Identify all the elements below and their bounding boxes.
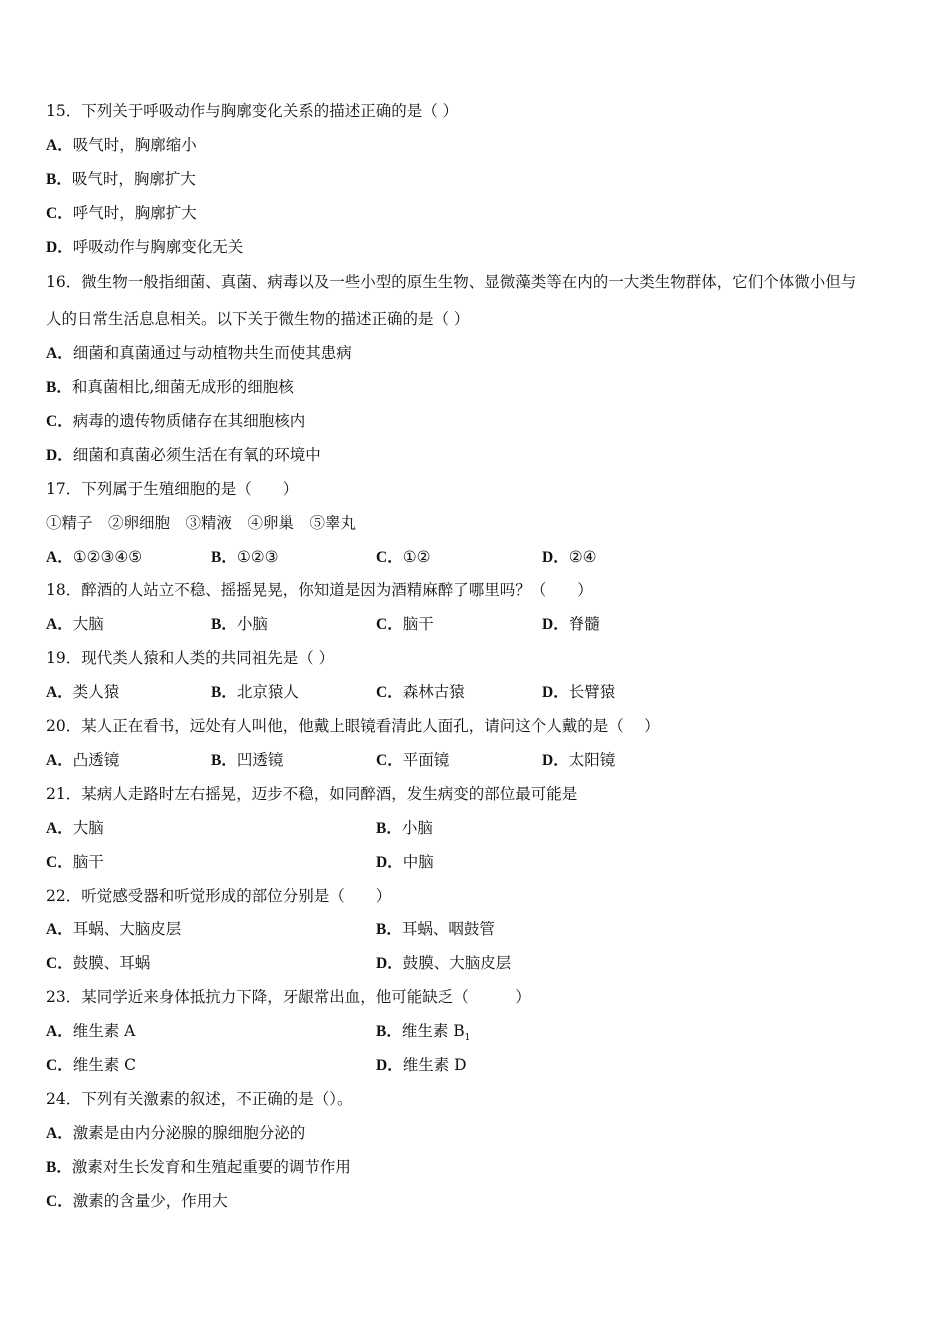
q24-option-a: A．激素是由内分泌腺的腺细胞分泌的 (46, 1124, 306, 1142)
q16-option-c: C．病毒的遗传物质储存在其细胞核内 (46, 412, 306, 430)
q15-option-b: B．吸气时，胸廓扩大 (46, 170, 196, 188)
question-15-stem: 15．下列关于呼吸动作与胸廓变化关系的描述正确的是（ ） (46, 102, 459, 120)
question-17-items: ①精子 ②卵细胞 ③精液 ④卵巢 ⑤睾丸 (46, 514, 357, 532)
q23-option-d: D．维生素 D (376, 1056, 467, 1074)
q21-option-b: B．小脑 (376, 819, 433, 837)
q20-option-a: A．凸透镜 (46, 751, 120, 769)
q23-option-b: B．维生素 $B_1$ (376, 1022, 471, 1044)
q18-option-a: A．大脑 (46, 615, 104, 633)
q19-option-c: C．森林古猿 (376, 683, 465, 701)
q24-option-c: C．激素的含量少，作用大 (46, 1192, 228, 1210)
q20-option-d: D．太阳镜 (542, 751, 616, 769)
q15-option-a: A．吸气时，胸廓缩小 (46, 136, 197, 154)
question-23-stem: 23．某同学近来身体抵抗力下降，牙龈常出血，他可能缺乏（ ） (46, 988, 531, 1006)
question-17-stem: 17．下列属于生殖细胞的是（ ） (46, 480, 299, 498)
q19-option-a: A．类人猿 (46, 683, 120, 701)
q17-option-a: A．①②③④⑤ (46, 548, 143, 566)
q15-option-c: C．呼气时，胸廓扩大 (46, 204, 197, 222)
question-21-stem: 21．某病人走路时左右摇晃，迈步不稳，如同醉酒，发生病变的部位最可能是 (46, 785, 578, 803)
question-22-stem: 22．听觉感受器和听觉形成的部位分别是（ ） (46, 887, 392, 905)
q20-option-b: B．凹透镜 (211, 751, 284, 769)
q19-options-row (46, 680, 910, 704)
q16-option-b: B．和真菌相比,细菌无成形的细胞核 (46, 378, 294, 396)
question-20-stem: 20．某人正在看书，远处有人叫他，他戴上眼镜看清此人面孔，请问这个人戴的是（ ） (46, 717, 660, 735)
q22-options-row-1 (46, 917, 910, 941)
q23-options-row-2 (46, 1053, 910, 1077)
q20-option-c: C．平面镜 (376, 751, 450, 769)
question-19-stem: 19．现代类人猿和人类的共同祖先是（ ） (46, 649, 335, 667)
question-16-stem-line1: 16．微生物一般指细菌、真菌、病毒以及一些小型的原生生物、显微藻类等在内的一大类生物群体，它们个体微小但与 (46, 273, 857, 291)
q21-option-d: D．中脑 (376, 853, 434, 871)
q22-option-b: B．耳蜗、咽鼓管 (376, 920, 495, 938)
q18-option-c: C．脑干 (376, 615, 434, 633)
q18-option-b: B．小脑 (211, 615, 268, 633)
q21-option-c: C．脑干 (46, 853, 104, 871)
q23-option-c: C．维生素 C (46, 1056, 136, 1074)
q18-options-row (46, 612, 910, 636)
q21-options-row-1 (46, 816, 910, 840)
q23-options-row-1 (46, 1019, 910, 1043)
q18-option-d: D．脊髓 (542, 615, 600, 633)
q17-option-c: C．①② (376, 548, 431, 566)
q21-option-a: A．大脑 (46, 819, 104, 837)
q17-option-d: D．②④ (542, 548, 597, 566)
q20-options-row (46, 748, 910, 772)
q15-option-d: D．呼吸动作与胸廓变化无关 (46, 238, 244, 256)
q23-option-a: A．维生素 A (46, 1022, 136, 1040)
q21-options-row-2 (46, 850, 910, 874)
q17-option-b: B．①②③ (211, 548, 279, 566)
q22-options-row-2 (46, 951, 910, 975)
q17-options-row (46, 545, 910, 569)
q22-option-c: C．鼓膜、耳蜗 (46, 954, 151, 972)
question-18-stem: 18．醉酒的人站立不稳、摇摇晃晃，你知道是因为酒精麻醉了哪里吗？（ ） (46, 581, 593, 599)
q16-option-a: A．细菌和真菌通过与动植物共生而使其患病 (46, 344, 352, 362)
q22-option-d: D．鼓膜、大脑皮层 (376, 954, 512, 972)
q22-option-a: A．耳蜗、大脑皮层 (46, 920, 182, 938)
q16-option-d: D．细菌和真菌必须生活在有氧的环境中 (46, 446, 321, 464)
question-24-stem: 24．下列有关激素的叙述，不正确的是（）。 (46, 1090, 353, 1108)
q24-option-b: B．激素对生长发育和生殖起重要的调节作用 (46, 1158, 351, 1176)
question-16-stem-line2: 人的日常生活息息相关。以下关于微生物的描述正确的是（ ） (46, 310, 470, 328)
q19-option-b: B．北京猿人 (211, 683, 299, 701)
q19-option-d: D．长臂猿 (542, 683, 616, 701)
